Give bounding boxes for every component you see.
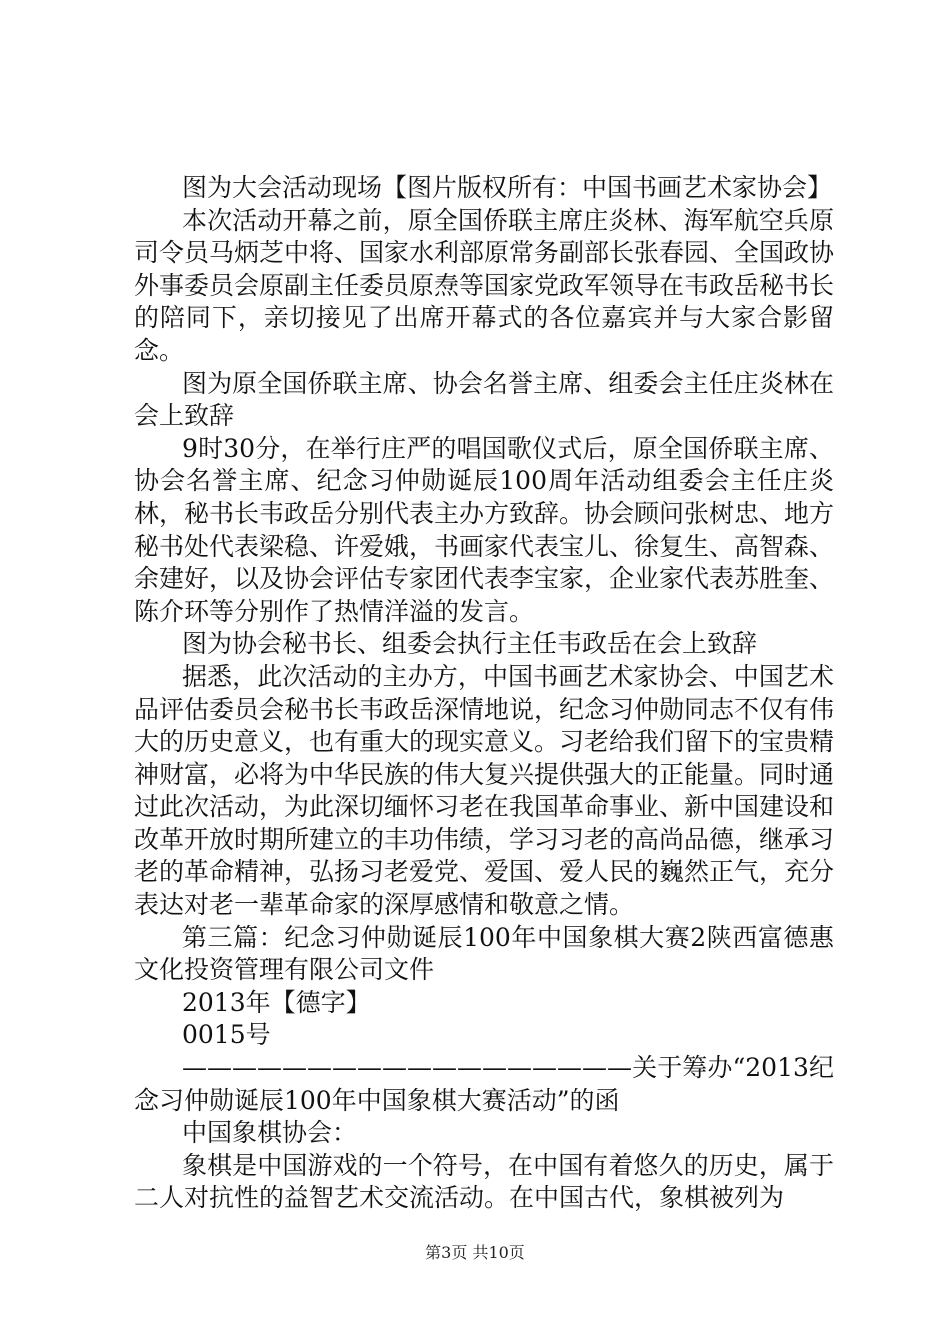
caption-event-scene: 图为大会活动现场【图片版权所有：中国书画艺术家协会】 [182,173,833,202]
letter-title: ——————————————————关于筹办“2013纪念习仲勋诞辰100年中国象棋大赛活动”的函 [134,1053,834,1115]
document-body [134,172,834,1215]
document-number: 0015号 [182,1020,271,1050]
paragraph-reception: 本次活动开幕之前，原全国侨联主席庄炎林、海军航空兵原司令员马炳芝中将、国家水利部原常务副部长张春园、全国政协外事委员会原副主任委员原焘等国家党政军领导在韦政岳秘书长的陪同下，亲切接见了出席开幕式的各位嘉宾并与大家合影留念。 [134,205,835,365]
section-heading: 第三篇：纪念习仲勋诞辰100年中国象棋大赛2陕西富德惠文化投资管理有限公司文件 [134,922,834,985]
document-number-year: 2013年【德字】 [182,987,371,1017]
paragraph-chess-intro: 象棋是中国游戏的一个符号，在中国有着悠久的历史，属于二人对抗性的益智艺术交流活动。在中国古代，象棋被列为 [134,1150,834,1213]
caption-zhuang-speech: 图为原全国侨联主席、协会名誉主席、组委会主任庄炎林在会上致辞 [134,368,834,431]
caption-wei-speech: 图为协会秘书长、组委会执行主任韦政岳在会上致辞 [182,629,758,659]
paragraph-speeches: 9时30分，在举行庄严的唱国歌仪式后，原全国侨联主席、协会名誉主席、纪念习仲勋诞辰100周年活动组委会主任庄炎林，秘书长韦政岳分别代表主办方致辞。协会顾问张树忠、地方秘书处代表梁稳、许爱娥，书画家代表宝儿、徐复生、高智森、余建好，以及协会评估专家团代表李宝家，企业家代表苏胜奎、陈介环等分别作了热情洋溢的发言。 [134,433,835,626]
page-footer: 第3页 共10页 [425,1243,525,1262]
paragraph-significance: 据悉，此次活动的主办方，中国书画艺术家协会、中国艺术品评估委员会秘书长韦政岳深情地说，纪念习仲勋同志不仅有伟大的历史意义，也有重大的现实意义。习老给我们留下的宝贵精神财富，必将为中华民族的伟大复兴提供强大的正能量。同时通过此次活动，为此深切缅怀习老在我国革命事业、新中国建设和改革开放时期所建立的丰功伟绩，学习习老的高尚品德，继承习老的革命精神，弘扬习老爱党、爱国、爱人民的巍然正气，充分表达对老一辈革命家的深厚感情和敬意之情。 [134,661,835,920]
letter-salutation: 中国象棋协会： [182,1118,358,1148]
